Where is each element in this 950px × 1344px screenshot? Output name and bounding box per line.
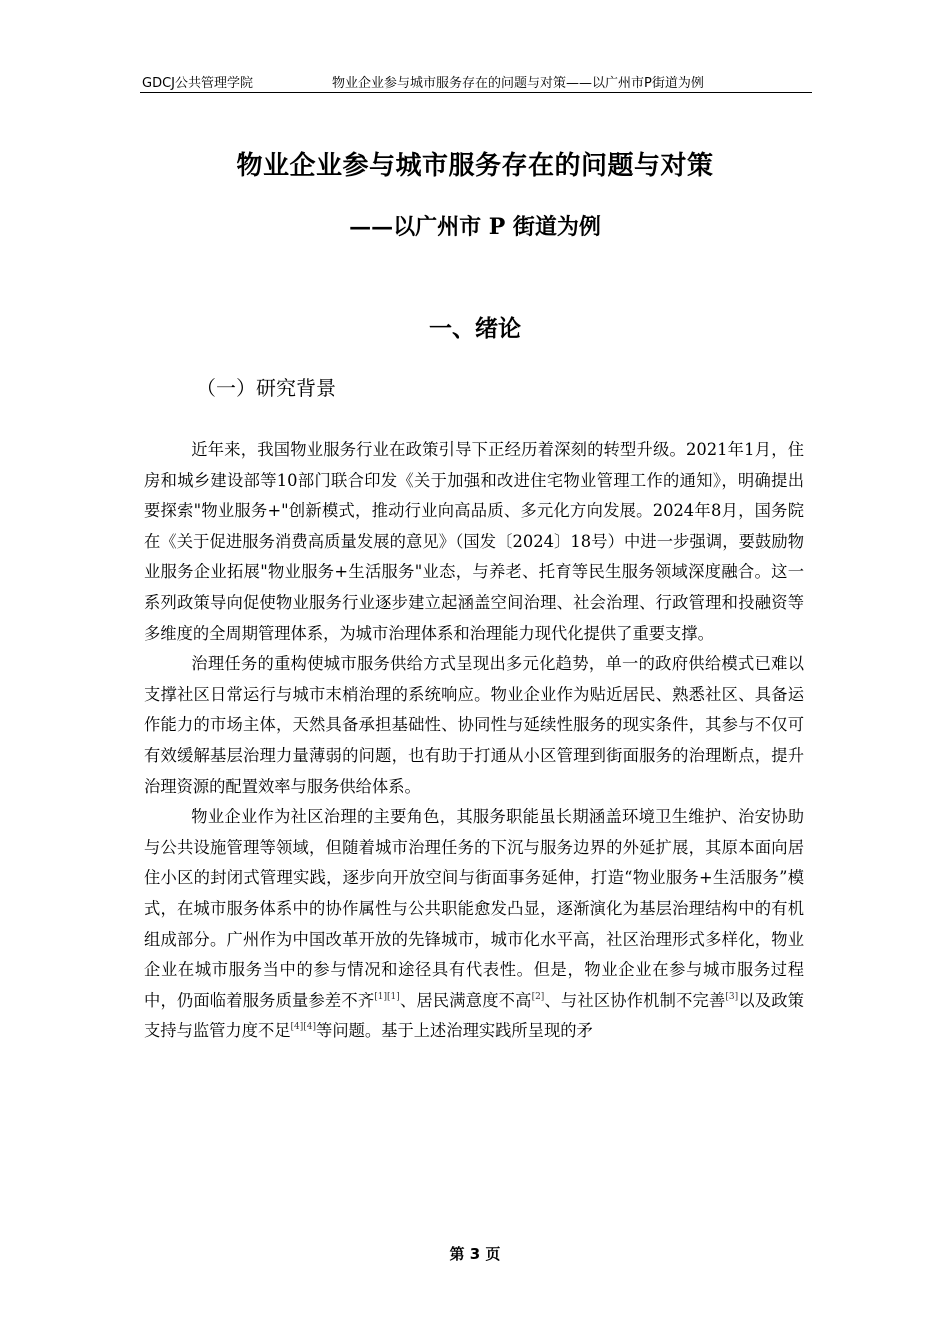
citation-ref-3[interactable]: [3] bbox=[725, 991, 739, 1002]
paragraph-3-text-b: 、居民满意度不高 bbox=[399, 990, 532, 1010]
paragraph-2: 治理任务的重构使城市服务供给方式呈现出多元化趋势，单一的政府供给模式已难以支撑社区日常运行与城市末梢治理的系统响应。物业企业作为贴近居民、熟悉社区、具备运作能力的市场主体，天然具备承担基础性、协同性与延续性服务的现实条件，其参与不仅可有效缓解基层治理力量薄弱的问题，也有助于打通从小区管理到街面服务的治理断点，提升治理资源的配置效率与服务供给体系。 bbox=[144, 654, 804, 796]
subsection-heading: （一）研究背景 bbox=[196, 376, 336, 400]
running-header bbox=[140, 70, 812, 93]
header-school: GDCJ公共管理学院 bbox=[142, 76, 253, 91]
paragraph-3-text-c: 、与社区协作机制不完善 bbox=[544, 990, 726, 1010]
citation-ref-2[interactable]: [2] bbox=[531, 991, 545, 1002]
paragraph-1: 近年来，我国物业服务行业在政策引导下正经历着深刻的转型升级。2021年1月，住房和城乡建设部等10部门联合印发《关于加强和改进住宅物业管理工作的通知》，明确提出要探索"物业服务+"创新模式，推动行业向高品质、多元化方向发展。2024年8月，国务院在《关于促进服务消费高质量发展的意见》（国发〔2024〕18号）中进一步强调，要鼓励物业服务企业拓展"物业服务+生活服务"业态，与养老、托育等民生服务领域深度融合。这一系列政策导向促使物业服务行业逐步建立起涵盖空间治理、社会治理、行政管理和投融资等多维度的全周期管理体系，为城市治理体系和治理能力现代化提供了重要支撑。 bbox=[144, 440, 804, 643]
citation-ref-4[interactable]: [4][4] bbox=[290, 1022, 317, 1033]
section-heading: 一、绪论 bbox=[429, 316, 521, 342]
citation-ref-1[interactable]: [1][1] bbox=[374, 991, 400, 1002]
paper-title: 物业企业参与城市服务存在的问题与对策 bbox=[236, 151, 714, 181]
page-number: 第 3 页 bbox=[449, 1245, 501, 1263]
paragraph-3-text-d: 以及政策支持与监管力度不足 bbox=[144, 990, 804, 1041]
paragraph-3-text-a: 物业企业作为社区治理的主要角色，其服务职能虽长期涵盖环境卫生维护、治安协助与公共设施管理等领域，但随着城市治理任务的下沉与服务边界的外延扩展，其原本面向居住小区的封闭式管理实践，逐步向开放空间与街面事务延伸，打造“物业服务+生活服务”模式，在城市服务体系中的协作属性与公共职能愈发凸显，逐渐演化为基层治理结构中的有机组成部分。广州作为中国改革开放的先锋城市，城市化水平高，社区治理形式多样化，物业企业在城市服务当中的参与情况和途径具有代表性。但是，物业企业在参与城市服务过程中，仍面临着服务质量参差不齐 bbox=[144, 807, 804, 1010]
paragraph-3-text-e: 等问题。基于上述治理实践所呈现的矛 bbox=[316, 1021, 593, 1041]
paper-subtitle: ——以广州市 P 街道为例 bbox=[349, 214, 601, 240]
body-text bbox=[144, 435, 804, 1047]
paragraph-3 bbox=[144, 802, 804, 1047]
header-paper-title: 物业企业参与城市服务存在的问题与对策——以广州市P街道为例 bbox=[332, 76, 704, 91]
